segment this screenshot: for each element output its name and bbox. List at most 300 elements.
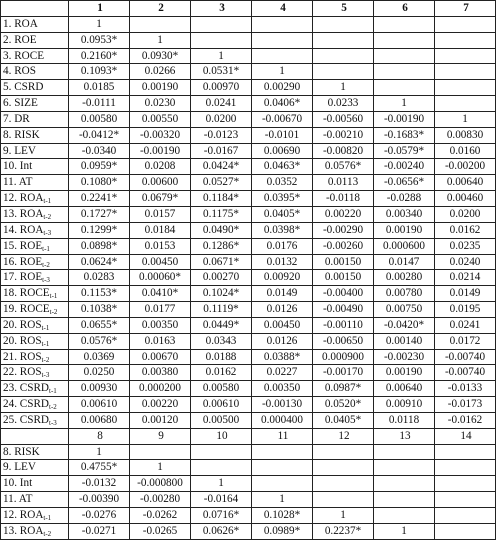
- correlation-value-cell: [435, 492, 496, 508]
- correlation-value-cell: 0.0233: [313, 96, 374, 112]
- correlation-value-cell: 0.0214: [435, 270, 496, 286]
- correlation-value-cell: 0.00680: [69, 412, 130, 428]
- correlation-value-cell: 1: [435, 111, 496, 127]
- column-header-cell: 1: [69, 1, 130, 17]
- correlation-value-cell: 0.0195: [435, 302, 496, 318]
- correlation-value-cell: 0.0240: [435, 254, 496, 270]
- correlation-value-cell: 0.0671*: [191, 254, 252, 270]
- row-label-cell: [1, 460, 69, 476]
- correlation-value-cell: 1: [313, 508, 374, 524]
- correlation-value-cell: -0.0271: [69, 523, 130, 539]
- correlation-value-cell: 0.0352: [252, 175, 313, 191]
- correlation-value-cell: -0.0132: [69, 476, 130, 492]
- correlation-value-cell: 0.00610: [69, 397, 130, 413]
- row-label-cell: [1, 80, 69, 96]
- table-row: [1, 333, 496, 349]
- table-row: [1, 397, 496, 413]
- correlation-value-cell: -0.00240: [374, 159, 435, 175]
- correlation-value-cell: [435, 476, 496, 492]
- correlation-value-cell: 0.0241: [435, 317, 496, 333]
- correlation-value-cell: 0.000200: [130, 381, 191, 397]
- correlation-value-cell: 0.0576*: [69, 333, 130, 349]
- correlation-value-cell: 0.00450: [252, 317, 313, 333]
- correlation-value-cell: 0.000600: [374, 238, 435, 254]
- table-row: [1, 127, 496, 143]
- column-header-cell: 13: [374, 428, 435, 444]
- correlation-value-cell: 0.0405*: [313, 412, 374, 428]
- correlation-value-cell: 0.00580: [191, 381, 252, 397]
- correlation-value-cell: 0.00450: [130, 254, 191, 270]
- correlation-value-cell: -0.0276: [69, 508, 130, 524]
- correlation-value-cell: [374, 492, 435, 508]
- correlation-value-cell: [374, 16, 435, 32]
- correlation-value-cell: [435, 48, 496, 64]
- correlation-value-cell: 0.0655*: [69, 317, 130, 333]
- correlation-value-cell: -0.0420*: [374, 317, 435, 333]
- table-row: [1, 365, 496, 381]
- correlation-value-cell: 0.00550: [130, 111, 191, 127]
- correlation-value-cell: 0.00640: [374, 381, 435, 397]
- row-label-text: 20. ROS: [3, 334, 42, 347]
- correlation-value-cell: 0.00690: [252, 143, 313, 159]
- correlation-value-cell: 0.1093*: [69, 64, 130, 80]
- column-header-cell: 5: [313, 1, 374, 17]
- correlation-value-cell: 0.00120: [130, 412, 191, 428]
- correlation-value-cell: [435, 96, 496, 112]
- table-row: [1, 523, 496, 539]
- row-label-lag-subscript: t-1: [43, 514, 52, 522]
- correlation-value-cell: [252, 48, 313, 64]
- correlation-value-cell: [374, 32, 435, 48]
- row-label-cell: [1, 191, 69, 207]
- row-label-text: 10. Int: [3, 477, 33, 490]
- correlation-value-cell: 0.00610: [191, 397, 252, 413]
- correlation-value-cell: 0.2237*: [313, 523, 374, 539]
- column-header-cell: 11: [252, 428, 313, 444]
- correlation-value-cell: 0.0398*: [252, 222, 313, 238]
- correlation-value-cell: 1: [313, 80, 374, 96]
- row-label-text: 10. Int: [3, 160, 33, 173]
- table-row: [1, 96, 496, 112]
- correlation-value-cell: -0.0262: [130, 508, 191, 524]
- correlation-value-cell: 0.00220: [130, 397, 191, 413]
- row-label-text: 7. DR: [3, 112, 30, 125]
- correlation-value-cell: [374, 460, 435, 476]
- table-row: [1, 476, 496, 492]
- correlation-value-cell: 1: [69, 16, 130, 32]
- correlation-value-cell: 0.00930: [69, 381, 130, 397]
- correlation-value-cell: -0.0412*: [69, 127, 130, 143]
- correlation-value-cell: 0.1028*: [252, 508, 313, 524]
- correlation-value-cell: 0.0531*: [191, 64, 252, 80]
- row-label-lag-subscript: t-3: [42, 276, 50, 285]
- correlation-value-cell: [313, 476, 374, 492]
- correlation-value-cell: [313, 64, 374, 80]
- row-label-cell: [1, 175, 69, 191]
- correlation-value-cell: 0.0369: [69, 349, 130, 365]
- correlation-value-cell: 0.0520*: [313, 397, 374, 413]
- row-label-cell: [1, 349, 69, 365]
- correlation-value-cell: 0.0405*: [252, 206, 313, 222]
- correlation-value-cell: -0.0118: [313, 191, 374, 207]
- correlation-value-cell: -0.0288: [374, 191, 435, 207]
- row-label-lag-subscript: t-3: [41, 371, 50, 380]
- correlation-value-cell: 0.0188: [191, 349, 252, 365]
- correlation-value-cell: 0.00640: [435, 175, 496, 191]
- row-label-cell: [1, 254, 69, 270]
- correlation-value-cell: 0.00750: [374, 302, 435, 318]
- correlation-value-cell: 0.00140: [374, 333, 435, 349]
- correlation-value-cell: [435, 32, 496, 48]
- correlation-value-cell: 0.00380: [130, 365, 191, 381]
- correlation-value-cell: [252, 16, 313, 32]
- correlation-value-cell: [435, 16, 496, 32]
- correlation-value-cell: 0.0679*: [130, 191, 191, 207]
- correlation-value-cell: -0.00110: [313, 317, 374, 333]
- correlation-value-cell: 0.00190: [130, 80, 191, 96]
- correlation-value-cell: -0.00190: [130, 143, 191, 159]
- correlation-value-cell: 0.00920: [252, 270, 313, 286]
- column-header-cell: 12: [313, 428, 374, 444]
- correlation-value-cell: 0.0953*: [69, 32, 130, 48]
- correlation-value-cell: 0.0149: [252, 286, 313, 302]
- row-label-text: 11. AT: [3, 493, 33, 506]
- correlation-value-cell: -0.00210: [313, 127, 374, 143]
- correlation-value-cell: [374, 444, 435, 460]
- correlation-value-cell: 0.1153*: [69, 286, 130, 302]
- row-label-lag-subscript: t-2: [49, 308, 58, 317]
- correlation-value-cell: [435, 444, 496, 460]
- correlation-value-cell: -0.0111: [69, 96, 130, 112]
- row-label-text: 5. CSRD: [3, 81, 44, 94]
- correlation-value-cell: 0.1175*: [191, 206, 252, 222]
- row-label-text: 17. ROE: [3, 271, 43, 284]
- correlation-value-cell: 0.0343: [191, 333, 252, 349]
- table-row: [1, 16, 496, 32]
- column-header-cell: 6: [374, 1, 435, 17]
- correlation-value-cell: -0.0265: [130, 523, 191, 539]
- row-label-cell: [1, 238, 69, 254]
- column-header-cell: 8: [69, 428, 130, 444]
- row-label-text: 9. LEV: [3, 461, 36, 474]
- correlation-value-cell: [374, 48, 435, 64]
- correlation-value-cell: -0.00390: [69, 492, 130, 508]
- correlation-value-cell: 1: [374, 96, 435, 112]
- correlation-value-cell: 0.00460: [435, 191, 496, 207]
- row-label-text: 1. ROA: [3, 17, 38, 30]
- table-row: [1, 222, 496, 238]
- correlation-value-cell: 0.00670: [130, 349, 191, 365]
- row-label-cell: [1, 333, 69, 349]
- row-label-text: 22. ROS: [3, 366, 42, 379]
- correlation-value-cell: 0.0241: [191, 96, 252, 112]
- correlation-value-cell: 0.0266: [130, 64, 191, 80]
- correlation-value-cell: 0.0235: [435, 238, 496, 254]
- column-header-cell: 3: [191, 1, 252, 17]
- row-label-text: 19. ROCE: [3, 303, 50, 316]
- table-row: [1, 191, 496, 207]
- correlation-value-cell: -0.00670: [252, 111, 313, 127]
- correlation-value-cell: 0.0959*: [69, 159, 130, 175]
- row-label-text: 18. ROCE: [3, 287, 50, 300]
- correlation-value-cell: 0.00340: [374, 206, 435, 222]
- table-row: [1, 64, 496, 80]
- header-corner-cell: [1, 428, 69, 444]
- correlation-value-cell: 0.00190: [374, 222, 435, 238]
- correlation-value-cell: 0.0160: [435, 143, 496, 159]
- correlation-value-cell: [374, 508, 435, 524]
- row-label-cell: [1, 381, 69, 397]
- correlation-value-cell: 0.0126: [252, 302, 313, 318]
- row-label-text: 8. RISK: [3, 128, 40, 141]
- correlation-value-cell: -0.00650: [313, 333, 374, 349]
- header-row: [1, 428, 496, 444]
- row-label-text: 8. RISK: [3, 445, 40, 458]
- row-label-text: 25. CSRD: [3, 413, 50, 426]
- correlation-value-cell: 0.0716*: [191, 508, 252, 524]
- correlation-value-cell: 0.00580: [69, 111, 130, 127]
- correlation-value-cell: [191, 460, 252, 476]
- table-row: [1, 238, 496, 254]
- correlation-value-cell: [252, 444, 313, 460]
- correlation-value-cell: 0.1080*: [69, 175, 130, 191]
- row-label-lag-subscript: t-1: [42, 244, 50, 253]
- correlation-value-cell: -0.000800: [130, 476, 191, 492]
- row-label-text: 21. ROS: [3, 350, 42, 363]
- correlation-value-cell: 0.00150: [313, 270, 374, 286]
- correlation-value-cell: 0.00500: [191, 412, 252, 428]
- correlation-value-cell: -0.00230: [374, 349, 435, 365]
- correlation-value-cell: -0.00320: [130, 127, 191, 143]
- correlation-value-cell: 0.0449*: [191, 317, 252, 333]
- correlation-value-cell: 0.0527*: [191, 175, 252, 191]
- row-label-text: 20. ROS: [3, 318, 42, 331]
- correlation-value-cell: [252, 476, 313, 492]
- correlation-value-cell: 0.0147: [374, 254, 435, 270]
- correlation-value-cell: 0.1299*: [69, 222, 130, 238]
- row-label-lag-subscript: t-1: [41, 339, 50, 348]
- correlation-value-cell: 0.0132: [252, 254, 313, 270]
- correlation-value-cell: -0.00130: [252, 397, 313, 413]
- correlation-value-cell: -0.00170: [313, 365, 374, 381]
- correlation-value-cell: 0.0177: [130, 302, 191, 318]
- correlation-value-cell: -0.0164: [191, 492, 252, 508]
- correlation-value-cell: [313, 460, 374, 476]
- table-row: [1, 412, 496, 428]
- correlation-value-cell: 0.0930*: [130, 48, 191, 64]
- correlation-value-cell: -0.0656*: [374, 175, 435, 191]
- row-label-text: 2. ROE: [3, 33, 37, 46]
- table-row: [1, 254, 496, 270]
- correlation-value-cell: 0.00350: [252, 381, 313, 397]
- row-label-cell: [1, 302, 69, 318]
- correlation-value-cell: 1: [374, 523, 435, 539]
- row-label-lag-subscript: t-1: [49, 292, 58, 301]
- row-label-cell: [1, 365, 69, 381]
- correlation-value-cell: -0.1683*: [374, 127, 435, 143]
- correlation-value-cell: 1: [191, 48, 252, 64]
- correlation-value-cell: 0.1119*: [191, 302, 252, 318]
- correlation-value-cell: 0.1184*: [191, 191, 252, 207]
- table-row: [1, 111, 496, 127]
- correlation-value-cell: 0.0624*: [69, 254, 130, 270]
- row-label-text: 23. CSRD: [3, 382, 50, 395]
- correlation-value-cell: 0.1024*: [191, 286, 252, 302]
- correlation-value-cell: 0.2241*: [69, 191, 130, 207]
- correlation-value-cell: [191, 444, 252, 460]
- row-label-lag-subscript: t-1: [41, 323, 50, 332]
- row-label-text: 13. ROA: [3, 524, 44, 537]
- correlation-value-cell: 0.0230: [130, 96, 191, 112]
- row-label-text: 3. ROCE: [3, 49, 45, 62]
- row-label-text: 9. LEV: [3, 144, 36, 157]
- table-row: [1, 349, 496, 365]
- correlation-value-cell: -0.0173: [435, 397, 496, 413]
- correlation-value-cell: 0.0162: [191, 365, 252, 381]
- row-label-text: 12. ROA: [3, 509, 44, 521]
- correlation-value-cell: -0.00490: [313, 302, 374, 318]
- row-label-cell: [1, 270, 69, 286]
- correlation-value-cell: [313, 444, 374, 460]
- correlation-value-cell: 0.00150: [313, 254, 374, 270]
- correlation-value-cell: -0.00740: [435, 349, 496, 365]
- correlation-value-cell: 1: [252, 64, 313, 80]
- table-row: [1, 508, 496, 524]
- correlation-value-cell: [374, 80, 435, 96]
- correlation-value-cell: 0.0250: [69, 365, 130, 381]
- row-label-lag-subscript: t-1: [49, 387, 57, 396]
- row-label-text: 15. ROE: [3, 239, 43, 252]
- correlation-value-cell: 0.0163: [130, 333, 191, 349]
- row-label-text: 14. ROA: [3, 223, 44, 236]
- correlation-value-cell: 0.0406*: [252, 96, 313, 112]
- row-label-text: 24. CSRD: [3, 398, 50, 411]
- correlation-value-cell: -0.00820: [313, 143, 374, 159]
- row-label-text: 13. ROA: [3, 207, 44, 220]
- correlation-value-cell: 0.0113: [313, 175, 374, 191]
- correlation-value-cell: [130, 444, 191, 460]
- row-label-text: 12. ROA: [3, 192, 44, 205]
- row-label-cell: [1, 222, 69, 238]
- correlation-value-cell: -0.00190: [374, 111, 435, 127]
- correlation-value-cell: [252, 460, 313, 476]
- row-label-lag-subscript: t-2: [42, 260, 50, 269]
- row-label-cell: [1, 32, 69, 48]
- table-row: [1, 460, 496, 476]
- header-row: [1, 1, 496, 17]
- row-label-cell: [1, 48, 69, 64]
- correlation-value-cell: [435, 80, 496, 96]
- row-label-cell: [1, 64, 69, 80]
- correlation-value-cell: [374, 64, 435, 80]
- correlation-value-cell: 1: [130, 32, 191, 48]
- table-row: [1, 381, 496, 397]
- correlation-value-cell: 0.00220: [313, 206, 374, 222]
- row-label-cell: [1, 16, 69, 32]
- correlation-value-cell: 0.1727*: [69, 206, 130, 222]
- correlation-value-cell: 0.0490*: [191, 222, 252, 238]
- correlation-value-cell: 0.4755*: [69, 460, 130, 476]
- correlation-value-cell: 0.0172: [435, 333, 496, 349]
- column-header-cell: 2: [130, 1, 191, 17]
- correlation-value-cell: 0.0176: [252, 238, 313, 254]
- correlation-value-cell: 0.0162: [435, 222, 496, 238]
- correlation-value-cell: 0.0200: [191, 111, 252, 127]
- correlation-value-cell: [191, 32, 252, 48]
- correlation-value-cell: [435, 523, 496, 539]
- table-body: [1, 1, 496, 540]
- row-label-cell: [1, 143, 69, 159]
- correlation-value-cell: -0.00400: [313, 286, 374, 302]
- correlation-value-cell: [313, 492, 374, 508]
- table-row: [1, 143, 496, 159]
- row-label-text: 6. SIZE: [3, 97, 38, 110]
- row-label-cell: [1, 523, 69, 539]
- correlation-value-cell: 0.0898*: [69, 238, 130, 254]
- correlation-value-cell: -0.0101: [252, 127, 313, 143]
- correlation-value-cell: -0.00280: [130, 492, 191, 508]
- correlation-value-cell: 0.00280: [374, 270, 435, 286]
- table-row: [1, 492, 496, 508]
- table-row: [1, 302, 496, 318]
- table-row: [1, 159, 496, 175]
- table-row: [1, 286, 496, 302]
- correlation-value-cell: [313, 16, 374, 32]
- correlation-value-cell: 0.0463*: [252, 159, 313, 175]
- correlation-value-cell: 0.00780: [374, 286, 435, 302]
- correlation-value-cell: 0.0185: [69, 80, 130, 96]
- correlation-value-cell: -0.0162: [435, 412, 496, 428]
- correlation-value-cell: 0.00190: [374, 365, 435, 381]
- correlation-value-cell: 0.1286*: [191, 238, 252, 254]
- correlation-value-cell: [435, 508, 496, 524]
- table-row: [1, 270, 496, 286]
- correlation-value-cell: [435, 64, 496, 80]
- row-label-cell: [1, 206, 69, 222]
- row-label-text: 4. ROS: [3, 65, 36, 78]
- correlation-value-cell: 0.0283: [69, 270, 130, 286]
- correlation-value-cell: 0.00600: [130, 175, 191, 191]
- correlation-value-cell: 0.000900: [313, 349, 374, 365]
- correlation-value-cell: -0.0579*: [374, 143, 435, 159]
- row-label-text: 11. AT: [3, 176, 33, 189]
- row-label-cell: [1, 492, 69, 508]
- row-label-cell: [1, 397, 69, 413]
- table-row: [1, 206, 496, 222]
- correlation-value-cell: 0.0987*: [313, 381, 374, 397]
- header-corner-cell: [1, 1, 69, 17]
- correlation-value-cell: 0.0118: [374, 412, 435, 428]
- correlation-value-cell: -0.00260: [313, 238, 374, 254]
- table-row: [1, 317, 496, 333]
- row-label-cell: [1, 127, 69, 143]
- correlation-value-cell: 0.00830: [435, 127, 496, 143]
- row-label-cell: [1, 412, 69, 428]
- row-label-cell: [1, 317, 69, 333]
- column-header-cell: 4: [252, 1, 313, 17]
- row-label-lag-subscript: t-3: [43, 228, 52, 237]
- correlation-value-cell: -0.0133: [435, 381, 496, 397]
- correlation-value-cell: 0.000400: [252, 412, 313, 428]
- correlation-value-cell: 0.00270: [191, 270, 252, 286]
- correlation-value-cell: 1: [252, 492, 313, 508]
- column-header-cell: 7: [435, 1, 496, 17]
- column-header-cell: 9: [130, 428, 191, 444]
- correlation-value-cell: 1: [130, 460, 191, 476]
- correlation-value-cell: 0.00060*: [130, 270, 191, 286]
- correlation-value-cell: [435, 460, 496, 476]
- row-label-cell: [1, 159, 69, 175]
